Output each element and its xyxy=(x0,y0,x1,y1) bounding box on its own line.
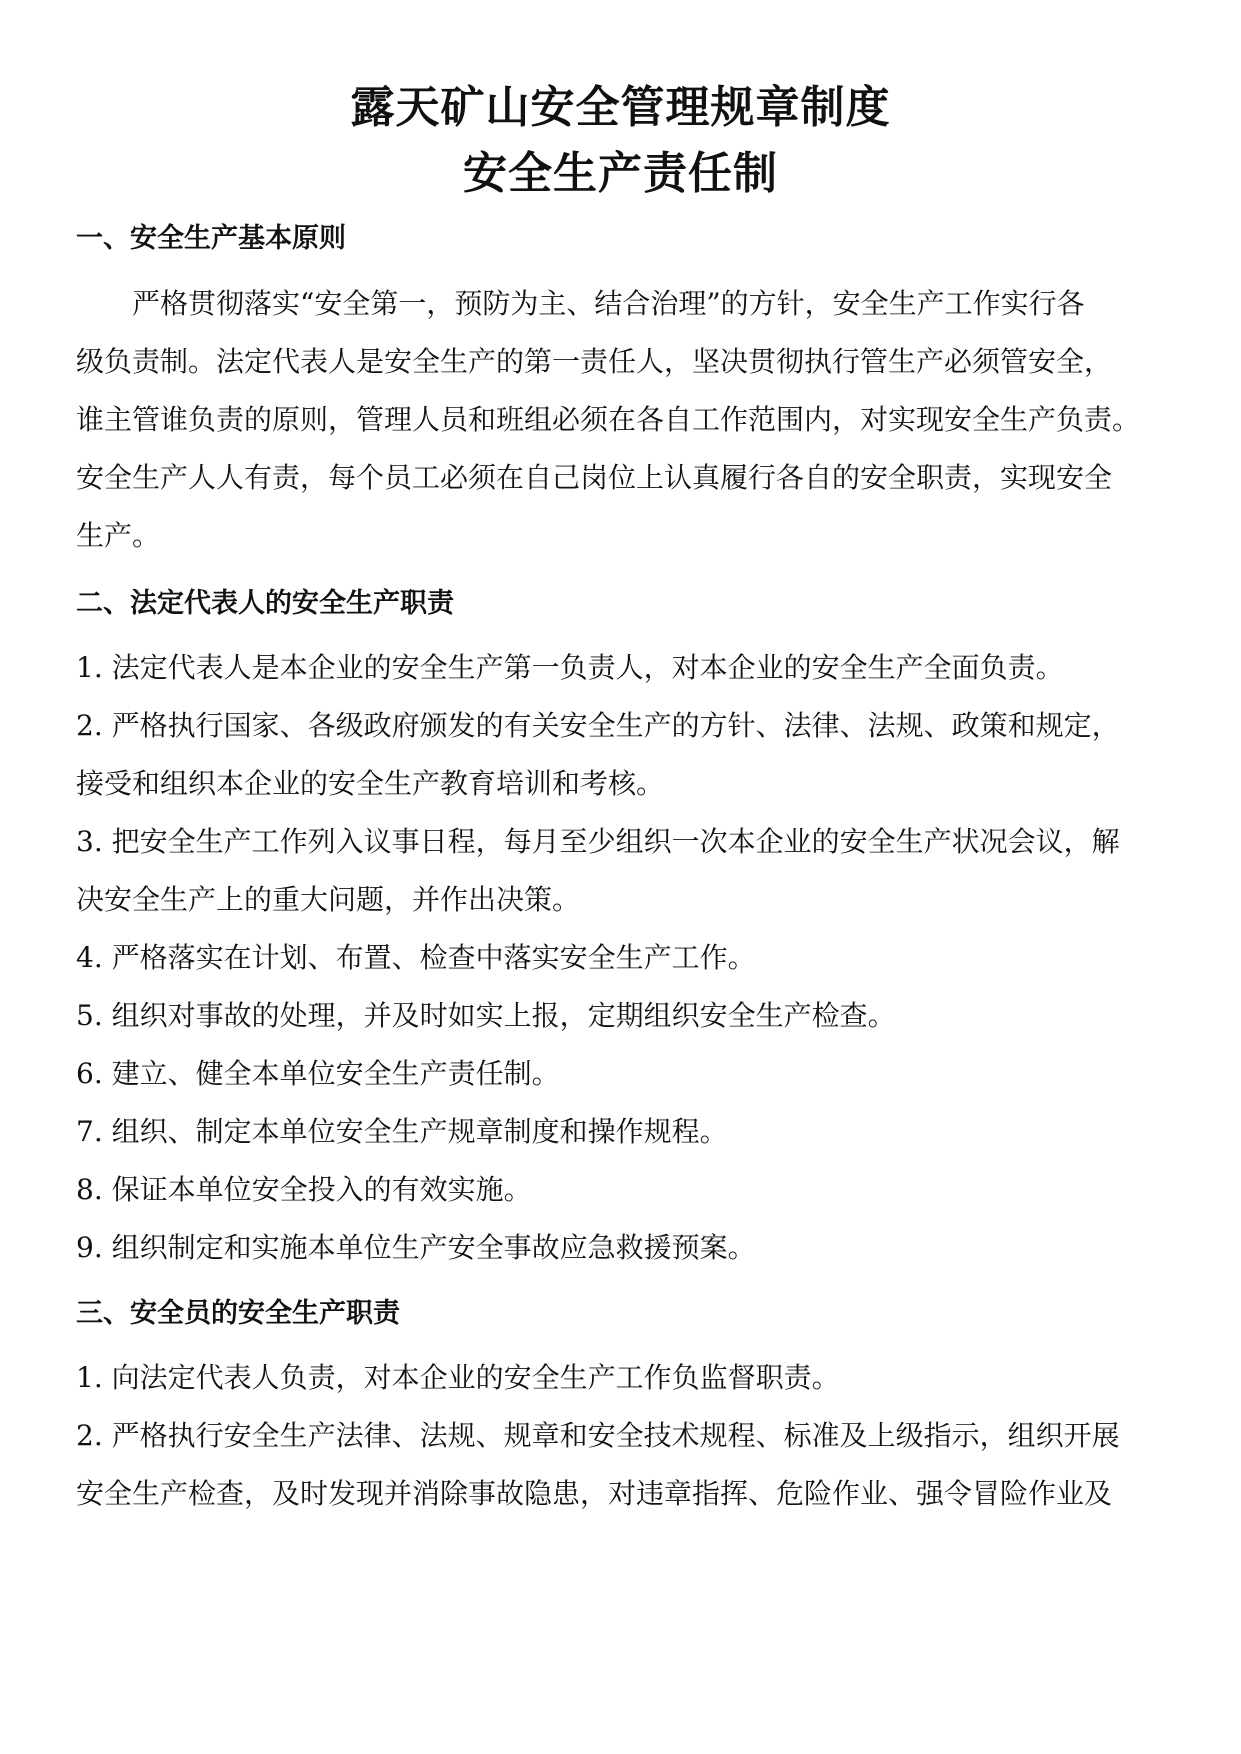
section-2-list-line: 7. 组织、制定本单位安全生产规章制度和操作规程。 xyxy=(76,1115,728,1148)
section-2-list-line: 4. 严格落实在计划、布置、检查中落实安全生产工作。 xyxy=(76,941,756,974)
section-2-list-line: 接受和组织本企业的安全生产教育培训和考核。 xyxy=(76,767,665,800)
section-3-heading: 三、安全员的安全生产职责 xyxy=(76,1298,400,1329)
section-2-list-line: 6. 建立、健全本单位安全生产责任制。 xyxy=(76,1057,560,1090)
document-subtitle: 安全生产责任制 xyxy=(463,148,778,199)
section-2-list-line: 1. 法定代表人是本企业的安全生产第一负责人，对本企业的安全生产全面负责。 xyxy=(76,651,1064,684)
section-2-list-line: 3. 把安全生产工作列入议事日程，每月至少组织一次本企业的安全生产状况会议，解 xyxy=(76,825,1120,858)
section-3-list-line: 安全生产检查，及时发现并消除事故隐患，对违章指挥、危险作业、强令冒险作业及 xyxy=(76,1477,1113,1510)
section-1-paragraph-line: 级负责制。法定代表人是安全生产的第一责任人，坚决贯彻执行管生产必须管安全， xyxy=(76,345,1113,378)
section-2-list-line: 9. 组织制定和实施本单位生产安全事故应急救援预案。 xyxy=(76,1231,756,1264)
section-3-list-line: 2. 严格执行安全生产法律、法规、规章和安全技术规程、标准及上级指示，组织开展 xyxy=(76,1419,1120,1452)
document-title: 露天矿山安全管理规章制度 xyxy=(350,82,891,133)
section-1-paragraph-line: 安全生产人人有责，每个员工必须在自己岗位上认真履行各自的安全职责，实现安全 xyxy=(76,461,1113,494)
section-2-list-line: 2. 严格执行国家、各级政府颁发的有关安全生产的方针、法律、法规、政策和规定， xyxy=(76,709,1120,742)
section-2-list-line: 5. 组织对事故的处理，并及时如实上报，定期组织安全生产检查。 xyxy=(76,999,896,1032)
section-2-list-line: 8. 保证本单位安全投入的有效实施。 xyxy=(76,1173,532,1206)
section-1-paragraph-line: 生产。 xyxy=(76,519,161,552)
section-2-heading: 二、法定代表人的安全生产职责 xyxy=(76,588,454,619)
section-1-paragraph-line: 谁主管谁负责的原则，管理人员和班组必须在各自工作范围内，对实现安全生产负责。 xyxy=(76,403,1141,436)
section-2-list-line: 决安全生产上的重大问题，并作出决策。 xyxy=(76,883,581,916)
section-3-list-line: 1. 向法定代表人负责，对本企业的安全生产工作负监督职责。 xyxy=(76,1361,840,1394)
section-1-heading: 一、安全生产基本原则 xyxy=(76,223,346,254)
section-1-paragraph-line: 严格贯彻落实“安全第一，预防为主、结合治理”的方针，安全生产工作实行各 xyxy=(132,287,1085,320)
